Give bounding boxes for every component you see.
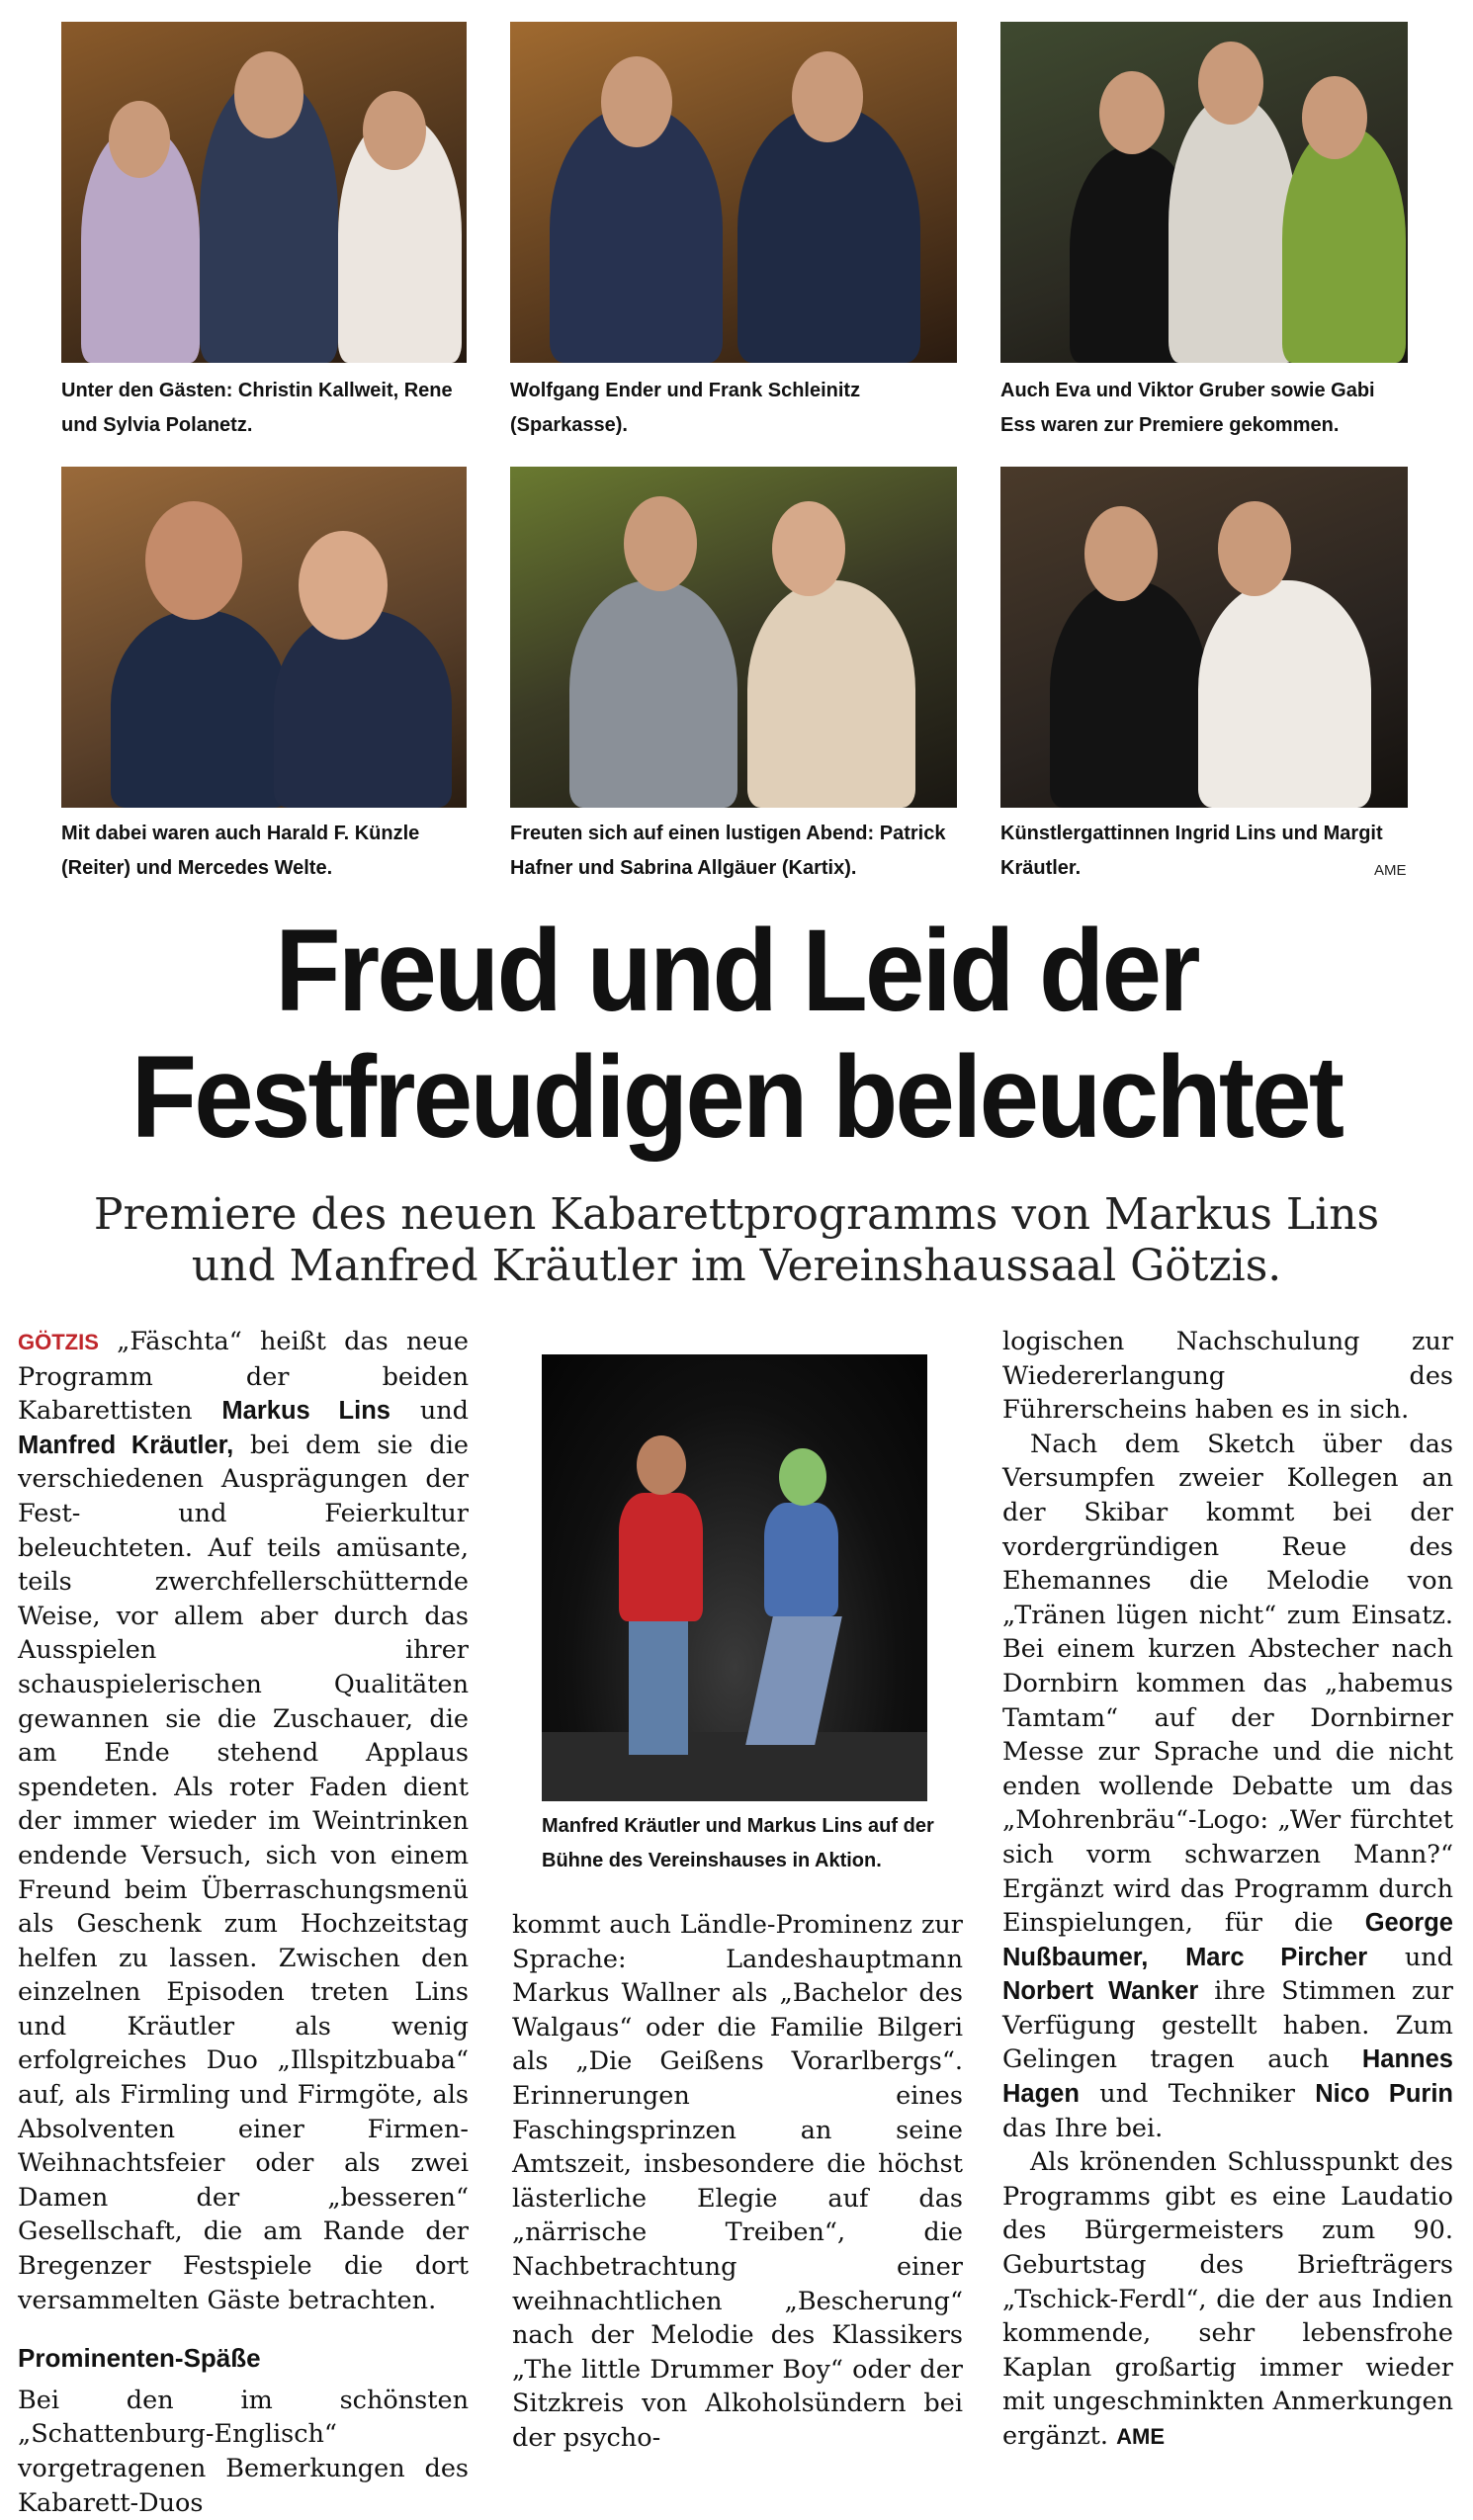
photo-guests-kallweit-polanetz [61, 22, 467, 363]
name-markus-lins: Markus Lins [221, 1397, 390, 1426]
text: Nach dem Sketch über das Versumpfen zweier Kollegen an der Skibar kommt bei der vordergründigen Reue des Ehemannes die Melodie von „Tränen lügen nicht“ zum Einsatz. Bei einem kurzen Abstecher nach Dornbirn kommen das „habemus Tamtam“ auf der Dornbirner Messe zur Sprache und die nicht enden wollende Debatte um das „Mohrenbräu“-Logo: „Wer fürchtet sich vorm schwarzen Mann?“ Ergänzt wird das Programm durch Einspielungen, für die [1002, 1429, 1453, 1939]
text: und [1367, 1942, 1453, 1972]
name-hannes-hagen: Hannes Hagen [1002, 2045, 1453, 2109]
stage-photo-caption: Manfred Kräutler und Markus Lins auf der Bühne des Vereinshauses in Aktion. [542, 1815, 934, 1871]
name-marc-pircher: Marc Pircher [1185, 1943, 1368, 1971]
text: logischen Nachschulung zur Wiedererlangung des Führerscheins haben es in sich. [1002, 1327, 1453, 1426]
section-subtitle: Prominenten-Späße [18, 2343, 261, 2374]
text: bei dem sie die verschiedenen Ausprägungen der Fest- und Feierkultur beleuchteten. Auf teils amüsante, teils zwerchfellerschütternde Weise, vor allem aber durch das Ausspielen ihrer schauspielerischen Qualitäten gewannen sie die Zuschauer, die am Ende stehend Applaus spendeten. Als roter Faden dient der immer wieder im Weintrinken endende Versuch, sich von einem Freund beim Überraschungsmenü als Geschenk zum Hochzeitstag helfen zu lassen. Zwischen den einzelnen Episoden treten Lins und Kräutler als wenig erfolgreiches Duo „Illspitzbuaba“ auf, als Firmling und Firmgöte, als Absolventen einer Firmen-Weihnachtsfeier oder als zwei Damen der „besseren“ Gesellschaft, die am Rande der Bregenzer Festspiele die dort versammelten Gäste betrachten. [18, 1430, 469, 2315]
name-nico-purin: Nico Purin [1315, 2080, 1454, 2109]
article-column-3 [1002, 1325, 1453, 2455]
photo-kuenzle-welte [61, 467, 467, 808]
text: ihre Stimmen zur Verfügung gestellt haben. Zum Gelingen tragen auch [1002, 1976, 1453, 2075]
name-norbert-wanker: Norbert Wanker [1002, 1977, 1199, 2006]
photo-caption-6: Künstlergattinnen Ingrid Lins und Margit Kräutler. [1000, 823, 1383, 879]
subheadline: Premiere des neuen Kabarettprogramms von Markus Lins und Manfred Kräutler im Vereinshaussaal Götzis. [93, 1189, 1380, 1291]
photo-caption-2: Wolfgang Ender und Frank Schleinitz (Sparkasse). [510, 380, 861, 436]
text: das Ihre bei. [1002, 2113, 1164, 2143]
name-manfred-kraeutler: Manfred Kräutler, [18, 1431, 234, 1459]
photo-ender-schleinitz [510, 22, 957, 363]
photo-stage-performance [542, 1354, 927, 1801]
text: und [390, 1396, 469, 1427]
text: kommt auch Ländle-Prominenz zur Sprache: Landeshauptmann Markus Wallner als „Bachelor des Walgaus“ oder die Familie Bilgeri als „Die Geißens Vorarlbergs“. Erinnerungen eines Faschingsprinzen an seine Amtszeit, insbesondere die höchst lästerliche Elegie auf das „närrische Treiben“, die Nachbetrachtung einer weihnachtlichen „Bescherung“ nach der Melodie des Klassikers „The little Drummer Boy“ oder der Sitzkreis von Alkoholsündern bei der psycho- [512, 1910, 963, 2453]
dateline: GÖTZIS [18, 1330, 99, 1354]
text: Bei den im schönsten „Schattenburg-Englisch“ vorgetragenen Bemerkungen des Kabarett-Duos [18, 2385, 469, 2518]
name-george-nussbaumer: George Nußbaumer, [1002, 1909, 1453, 1971]
photo-gruber-ess [1000, 22, 1408, 363]
text: und Techniker [1079, 2079, 1316, 2110]
headline: Freud und Leid der Festfreudigen beleuchtet [130, 906, 1343, 1163]
text: „Fäschta“ heißt das neue Programm der beiden Kabarettisten [18, 1327, 469, 1427]
photo-caption-5: Freuten sich auf einen lustigen Abend: Patrick Hafner und Sabrina Allgäuer (Kartix). [510, 823, 946, 879]
photo-lins-kraeutler-wives [1000, 467, 1408, 808]
photo-caption-3: Auch Eva und Viktor Gruber sowie Gabi Ess waren zur Premiere gekommen. [1000, 380, 1375, 436]
text [1148, 1943, 1185, 1972]
author-signature: AME [1116, 2424, 1166, 2449]
text: Als krönenden Schlusspunkt des Programms gibt es eine Laudatio des Bürgermeisters zum 90. Geburtstag des Briefträgers „Tschick-Ferdl“, die der aus Indien kommende, sehr lebensfrohe Kaplan großartig immer wieder mit ungeschminkten Anmerkungen ergänzt. [1002, 2147, 1453, 2451]
article-column-1 [18, 1325, 469, 2520]
photo-caption-1: Unter den Gästen: Christin Kallweit, Rene und Sylvia Polanetz. [61, 380, 453, 436]
article-column-2 [512, 1908, 963, 2456]
photo-caption-4: Mit dabei waren auch Harald F. Künzle (Reiter) und Mercedes Welte. [61, 823, 420, 879]
photo-hafner-allgaeuer [510, 467, 957, 808]
photo-credit: AME [1374, 862, 1407, 879]
